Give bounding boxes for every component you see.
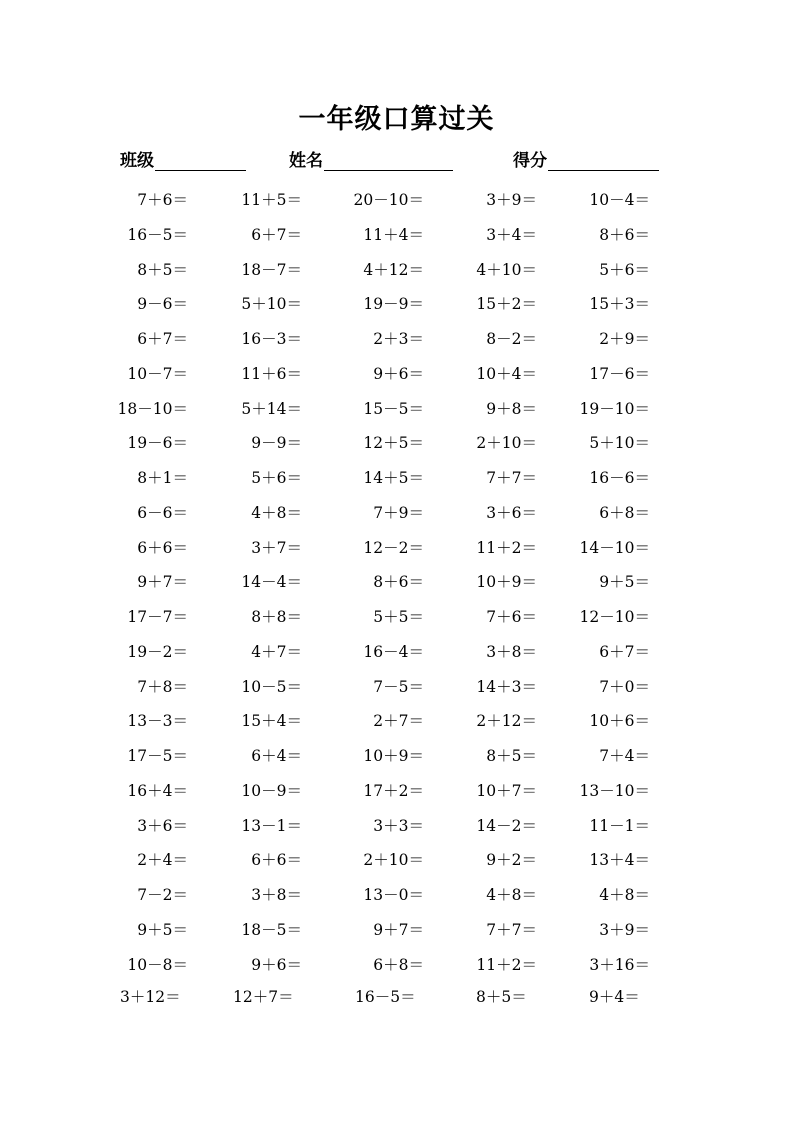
problem: 8＋5＝ bbox=[476, 988, 527, 1006]
problem: 7－2＝ bbox=[137, 886, 188, 904]
problem: 7＋9＝ bbox=[373, 503, 424, 522]
problem: 9＋4＝ bbox=[589, 988, 640, 1006]
problem: 6＋8＝ bbox=[373, 955, 424, 974]
problem: 9－9＝ bbox=[251, 434, 302, 453]
problem: 9＋7＝ bbox=[373, 920, 424, 939]
problem: 4＋7＝ bbox=[251, 642, 302, 661]
problem: 5＋10＝ bbox=[241, 295, 302, 314]
problem: 18－10＝ bbox=[117, 399, 188, 418]
problem-row bbox=[0, 814, 793, 838]
problem-row bbox=[0, 883, 793, 907]
problem: 19－6＝ bbox=[127, 434, 188, 453]
problem: 5＋14＝ bbox=[241, 399, 302, 418]
problem: 20－10＝ bbox=[353, 191, 424, 209]
problem-row-last bbox=[0, 985, 793, 1009]
problem: 3＋9＝ bbox=[486, 191, 537, 209]
problem: 10－9＝ bbox=[241, 781, 302, 800]
problem: 4＋8＝ bbox=[486, 886, 537, 904]
problem-row bbox=[0, 848, 793, 872]
problem: 16－4＝ bbox=[363, 642, 424, 661]
problem: 15＋4＝ bbox=[241, 712, 302, 731]
problem-row bbox=[0, 258, 793, 282]
problem: 15＋2＝ bbox=[476, 295, 537, 314]
problem-row bbox=[0, 362, 793, 386]
problem: 7＋8＝ bbox=[137, 677, 188, 696]
problem: 10－4＝ bbox=[589, 191, 650, 209]
problem: 2＋4＝ bbox=[137, 851, 188, 870]
problem: 6＋6＝ bbox=[251, 851, 302, 870]
problem-row bbox=[0, 501, 793, 525]
problem: 8－2＝ bbox=[486, 330, 537, 348]
problem: 14－10＝ bbox=[579, 538, 650, 557]
problem: 3＋6＝ bbox=[137, 816, 188, 835]
problem: 9＋6＝ bbox=[251, 955, 302, 974]
problem: 10＋6＝ bbox=[589, 712, 650, 731]
problem: 16－5＝ bbox=[355, 988, 416, 1006]
problem: 3＋4＝ bbox=[486, 225, 537, 244]
problem-row bbox=[0, 466, 793, 490]
problem: 9＋5＝ bbox=[137, 920, 188, 939]
problem-row bbox=[0, 223, 793, 247]
problem: 4＋12＝ bbox=[363, 260, 424, 279]
problem: 3＋7＝ bbox=[251, 538, 302, 557]
problem: 4＋8＝ bbox=[599, 886, 650, 904]
problem: 13－10＝ bbox=[579, 781, 650, 800]
problem: 16－3＝ bbox=[241, 330, 302, 348]
problem-row bbox=[0, 536, 793, 560]
problem: 10－7＝ bbox=[127, 364, 188, 383]
problem: 5＋6＝ bbox=[599, 260, 650, 279]
problem: 17＋2＝ bbox=[363, 781, 424, 800]
problem: 10＋9＝ bbox=[476, 573, 537, 592]
problem: 2＋9＝ bbox=[599, 330, 650, 348]
problem-row bbox=[0, 675, 793, 699]
problem: 14＋5＝ bbox=[363, 469, 424, 487]
problem-row bbox=[0, 431, 793, 455]
problem: 13＋4＝ bbox=[589, 851, 650, 870]
problem: 3＋3＝ bbox=[373, 816, 424, 835]
class-label: 班级 bbox=[120, 151, 154, 171]
problem: 12－2＝ bbox=[363, 538, 424, 557]
score-label: 得分 bbox=[513, 151, 547, 171]
problem: 11＋2＝ bbox=[476, 538, 537, 557]
page-title: 一年级口算过关 bbox=[298, 104, 495, 135]
problem: 9＋6＝ bbox=[373, 364, 424, 383]
problem-row bbox=[0, 779, 793, 803]
problem: 3＋16＝ bbox=[589, 955, 650, 974]
problem-row bbox=[0, 605, 793, 629]
problem: 8＋5＝ bbox=[137, 260, 188, 279]
problem: 9－6＝ bbox=[137, 295, 188, 314]
problem: 18－5＝ bbox=[241, 920, 302, 939]
problem: 2＋3＝ bbox=[373, 330, 424, 348]
problem: 6＋7＝ bbox=[251, 225, 302, 244]
problem: 17－7＝ bbox=[127, 608, 188, 626]
problem: 7＋7＝ bbox=[486, 469, 537, 487]
problem: 6＋7＝ bbox=[137, 330, 188, 348]
problem: 6＋7＝ bbox=[599, 642, 650, 661]
problem-row bbox=[0, 709, 793, 733]
problem: 8＋6＝ bbox=[373, 573, 424, 592]
problem: 19－2＝ bbox=[127, 642, 188, 661]
problem: 10＋9＝ bbox=[363, 747, 424, 765]
problem-row bbox=[0, 292, 793, 316]
problem-row bbox=[0, 188, 793, 212]
problem-row bbox=[0, 953, 793, 977]
problem: 9＋8＝ bbox=[486, 399, 537, 418]
problem: 11＋4＝ bbox=[363, 225, 424, 244]
problem: 16－5＝ bbox=[127, 225, 188, 244]
problem: 6＋6＝ bbox=[137, 538, 188, 557]
problem: 13－1＝ bbox=[241, 816, 302, 835]
problem: 8＋6＝ bbox=[599, 225, 650, 244]
problem: 14－2＝ bbox=[476, 816, 537, 835]
problem: 7＋0＝ bbox=[599, 677, 650, 696]
problem: 2＋7＝ bbox=[373, 712, 424, 731]
problem: 3＋8＝ bbox=[251, 886, 302, 904]
problem: 5＋6＝ bbox=[251, 469, 302, 487]
problem: 6＋8＝ bbox=[599, 503, 650, 522]
problem: 3＋6＝ bbox=[486, 503, 537, 522]
problem: 6＋4＝ bbox=[251, 747, 302, 765]
problem-row bbox=[0, 918, 793, 942]
problem: 2＋12＝ bbox=[476, 712, 537, 731]
problem: 11＋6＝ bbox=[241, 364, 302, 383]
problem: 3＋12＝ bbox=[120, 988, 181, 1006]
problem: 15－5＝ bbox=[363, 399, 424, 418]
problem: 11＋2＝ bbox=[476, 955, 537, 974]
problem: 13－3＝ bbox=[127, 712, 188, 731]
problem: 7＋6＝ bbox=[486, 608, 537, 626]
problem: 2＋10＝ bbox=[363, 851, 424, 870]
problem-row bbox=[0, 640, 793, 664]
problem: 16－6＝ bbox=[589, 469, 650, 487]
problem: 13－0＝ bbox=[363, 886, 424, 904]
problem: 9＋7＝ bbox=[137, 573, 188, 592]
problem: 5＋5＝ bbox=[373, 608, 424, 626]
problem: 10＋4＝ bbox=[476, 364, 537, 383]
problem: 19－10＝ bbox=[579, 399, 650, 418]
problem: 8＋1＝ bbox=[137, 469, 188, 487]
problem: 5＋10＝ bbox=[589, 434, 650, 453]
problem: 12＋7＝ bbox=[233, 988, 294, 1006]
problem-row bbox=[0, 570, 793, 594]
problem: 8＋8＝ bbox=[251, 608, 302, 626]
problem: 14＋3＝ bbox=[476, 677, 537, 696]
problem: 7＋7＝ bbox=[486, 920, 537, 939]
problem: 4＋8＝ bbox=[251, 503, 302, 522]
problem: 3＋8＝ bbox=[486, 642, 537, 661]
problem: 10－5＝ bbox=[241, 677, 302, 696]
problem: 7＋4＝ bbox=[599, 747, 650, 765]
problem: 14－4＝ bbox=[241, 573, 302, 592]
problem: 9＋2＝ bbox=[486, 851, 537, 870]
problem: 6－6＝ bbox=[137, 503, 188, 522]
problem-row bbox=[0, 397, 793, 421]
problem: 11－1＝ bbox=[589, 816, 650, 835]
problem: 11＋5＝ bbox=[241, 191, 302, 209]
problem-row bbox=[0, 744, 793, 768]
problem: 9＋5＝ bbox=[599, 573, 650, 592]
problem: 3＋9＝ bbox=[599, 920, 650, 939]
problem: 12－10＝ bbox=[579, 608, 650, 626]
problem: 12＋5＝ bbox=[363, 434, 424, 453]
problem: 17－5＝ bbox=[127, 747, 188, 765]
problem: 10＋7＝ bbox=[476, 781, 537, 800]
problem: 16＋4＝ bbox=[127, 781, 188, 800]
name-label: 姓名 bbox=[289, 151, 323, 171]
problem: 17－6＝ bbox=[589, 364, 650, 383]
problem: 18－7＝ bbox=[241, 260, 302, 279]
problem: 10－8＝ bbox=[127, 955, 188, 974]
problem-row bbox=[0, 327, 793, 351]
problem: 8＋5＝ bbox=[486, 747, 537, 765]
problem: 19－9＝ bbox=[363, 295, 424, 314]
problem: 15＋3＝ bbox=[589, 295, 650, 314]
problem: 4＋10＝ bbox=[476, 260, 537, 279]
problem: 7＋6＝ bbox=[137, 191, 188, 209]
problem: 7－5＝ bbox=[373, 677, 424, 696]
problem: 2＋10＝ bbox=[476, 434, 537, 453]
